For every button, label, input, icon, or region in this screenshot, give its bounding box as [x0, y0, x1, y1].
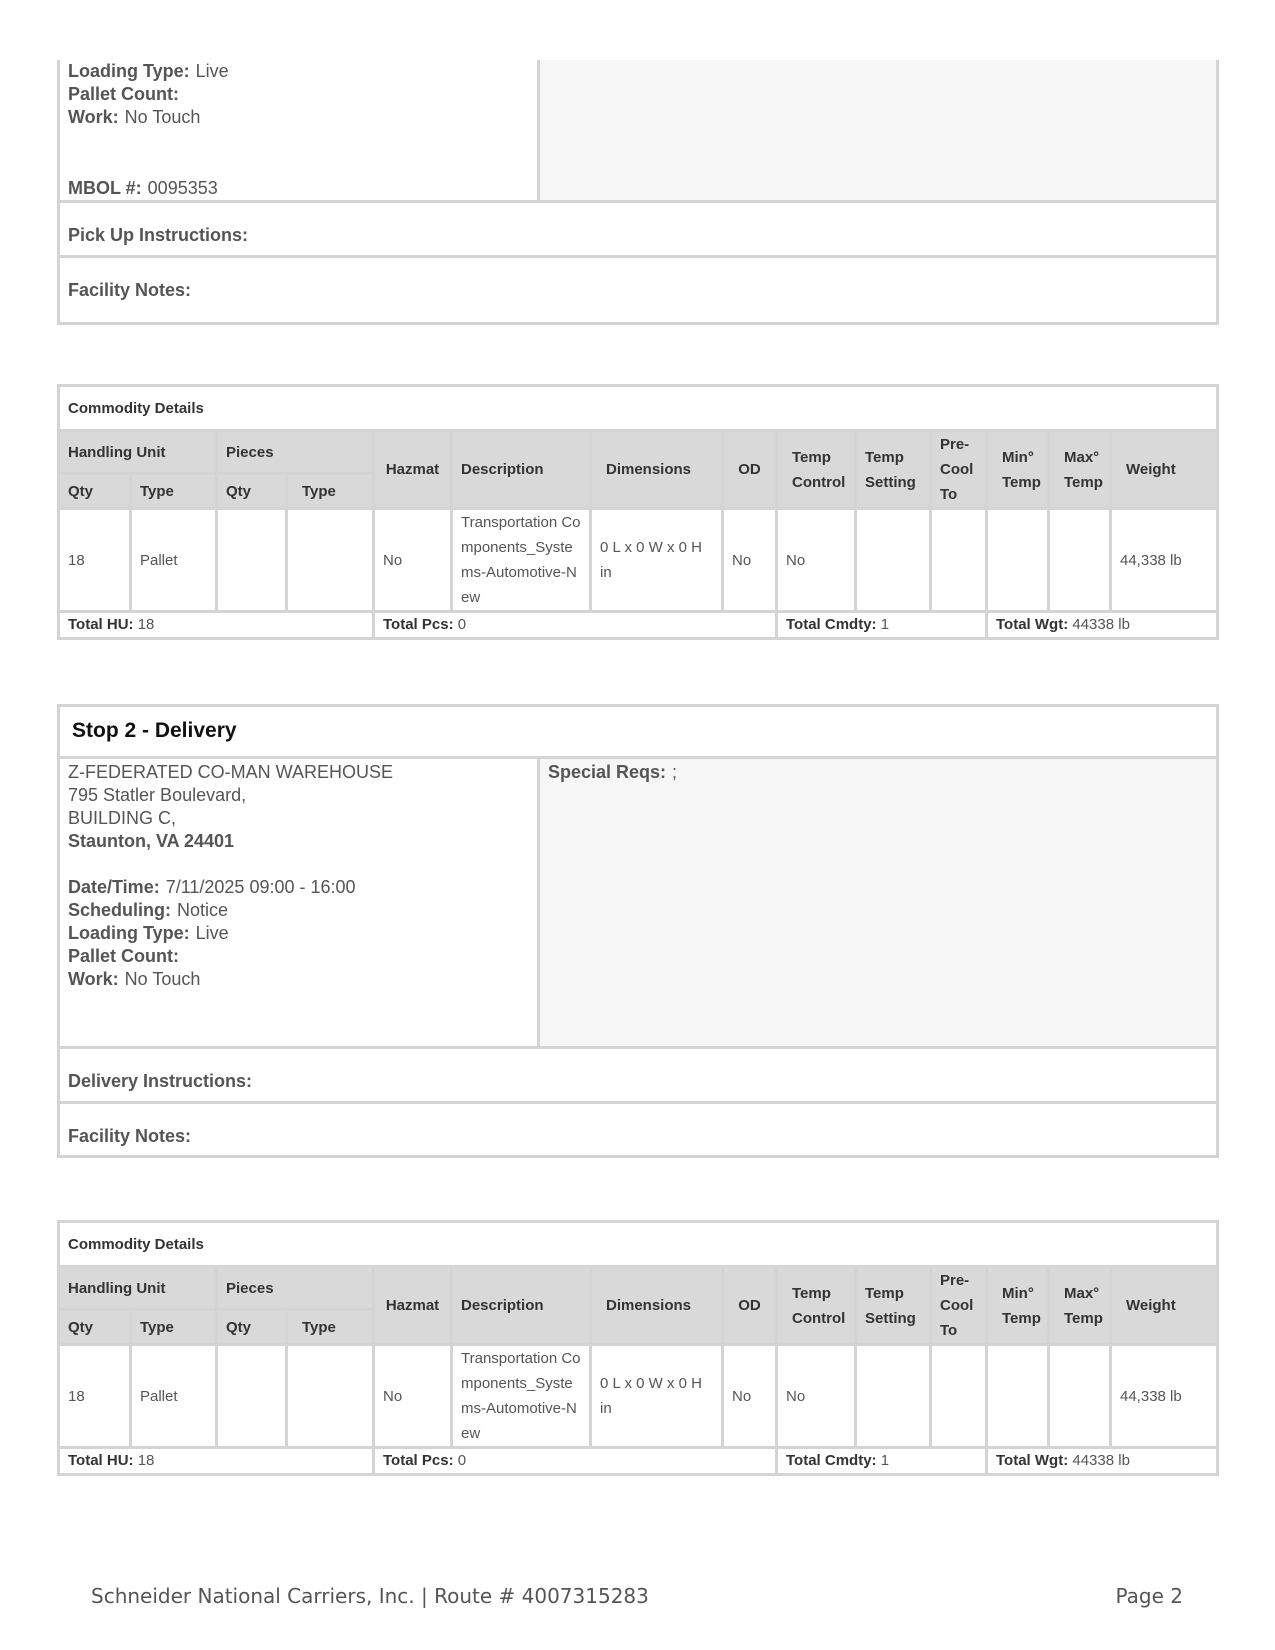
delivery-instructions: Delivery Instructions:	[68, 1071, 253, 1091]
handling-unit-header: Handling Unit	[59, 1267, 217, 1310]
temp-control-cell: No	[777, 1345, 856, 1448]
work-value: No Touch	[124, 969, 201, 989]
handling-unit-header: Handling Unit	[59, 431, 217, 474]
hazmat-header: Hazmat	[374, 431, 452, 509]
commodity-details-1	[57, 384, 1219, 640]
hazmat-cell: No	[374, 509, 452, 612]
total-wgt: Total Wgt: 44338 lb	[987, 1448, 1218, 1475]
min-temp-header: Min° Temp	[987, 1267, 1049, 1345]
mbol-value: 0095353	[147, 178, 218, 198]
pieces-header: Pieces	[217, 1267, 374, 1310]
description-header: Description	[452, 431, 591, 509]
datetime-label: Date/Time:	[68, 877, 160, 897]
max-temp-cell	[1049, 1345, 1111, 1448]
temp-control-header: Temp Control	[777, 1267, 856, 1345]
temp-setting-header: Temp Setting	[856, 1267, 931, 1345]
footer-carrier-route: Schneider National Carriers, Inc. | Route # 4007315283	[91, 1584, 649, 1608]
scheduling-value: Notice	[177, 900, 229, 920]
pcs-qty-header: Qty	[217, 474, 287, 509]
total-cmdty: Total Cmdty: 1	[777, 1448, 987, 1475]
description-cell: Transportation Components_Systems-Automotive-New	[452, 1345, 591, 1448]
dimensions-cell: 0 L x 0 W x 0 H in	[591, 509, 723, 612]
commodity-details-2	[57, 1220, 1219, 1476]
od-cell: No	[723, 1345, 777, 1448]
address-line-2: BUILDING C,	[68, 808, 177, 828]
pcs-type-cell	[287, 509, 374, 612]
pcs-qty-cell	[217, 509, 287, 612]
od-header: OD	[723, 1267, 777, 1345]
temp-control-header: Temp Control	[777, 431, 856, 509]
loading-type-label: Loading Type:	[68, 61, 190, 81]
weight-header: Weight	[1111, 431, 1218, 509]
weight-cell: 44,338 lb	[1111, 1345, 1218, 1448]
pieces-header: Pieces	[217, 431, 374, 474]
hazmat-cell: No	[374, 1345, 452, 1448]
hu-qty-header: Qty	[59, 1310, 131, 1345]
facility-notes: Facility Notes:	[60, 1101, 1216, 1153]
loading-type-value: Live	[195, 923, 229, 943]
datetime-value: 7/11/2025 09:00 - 16:00	[165, 877, 356, 897]
scheduling-label: Scheduling:	[68, 900, 171, 920]
commodity-table	[57, 384, 1219, 640]
pcs-qty-cell	[217, 1345, 287, 1448]
totals-row	[59, 612, 1218, 639]
stop1-special-reqs-panel	[540, 60, 1216, 200]
stop1-details	[60, 60, 540, 200]
hazmat-header: Hazmat	[374, 1267, 452, 1345]
od-header: OD	[723, 431, 777, 509]
min-temp-cell	[987, 1345, 1049, 1448]
footer-page-number: Page 2	[1115, 1584, 1183, 1608]
city-state-zip: Staunton, VA 24401	[68, 831, 235, 851]
total-pcs: Total Pcs: 0	[374, 1448, 777, 1475]
description-header: Description	[452, 1267, 591, 1345]
totals-row	[59, 1448, 1218, 1475]
min-temp-cell	[987, 509, 1049, 612]
temp-control-cell: No	[777, 509, 856, 612]
description-cell: Transportation Components_Systems-Automotive-New	[452, 509, 591, 612]
commodity-title: Commodity Details	[59, 1222, 1218, 1267]
pre-cool-to-cell	[931, 1345, 987, 1448]
max-temp-cell	[1049, 509, 1111, 612]
facility-notes: Facility Notes:	[60, 255, 1216, 307]
work-value: No Touch	[124, 107, 201, 127]
temp-setting-cell	[856, 509, 931, 612]
dimensions-cell: 0 L x 0 W x 0 H in	[591, 1345, 723, 1448]
pcs-type-cell	[287, 1345, 374, 1448]
pickup-instructions: Pick Up Instructions:	[68, 225, 249, 245]
commodity-table	[57, 1220, 1219, 1476]
max-temp-header: Max° Temp	[1049, 1267, 1111, 1345]
max-temp-header: Max° Temp	[1049, 431, 1111, 509]
pre-cool-to-header: Pre-Cool To	[931, 1267, 987, 1345]
pallet-count-label: Pallet Count:	[68, 946, 179, 966]
weight-cell: 44,338 lb	[1111, 509, 1218, 612]
total-hu: Total HU: 18	[59, 612, 374, 639]
stop2-section	[57, 704, 1219, 1158]
loading-type-value: Live	[195, 61, 229, 81]
stop2-special-reqs-panel	[540, 759, 1216, 1046]
dimensions-header: Dimensions	[591, 1267, 723, 1345]
table-row	[59, 509, 1218, 612]
address-line-1: 795 Statler Boulevard,	[68, 785, 247, 805]
mbol-label: MBOL #:	[68, 178, 142, 198]
hu-type-header: Type	[131, 474, 217, 509]
pcs-type-header: Type	[287, 474, 374, 509]
weight-header: Weight	[1111, 1267, 1218, 1345]
total-hu: Total HU: 18	[59, 1448, 374, 1475]
stop1-section	[57, 60, 1219, 325]
hu-type-cell: Pallet	[131, 1345, 217, 1448]
special-reqs-value: ;	[672, 762, 678, 782]
stop2-details	[60, 759, 540, 1046]
loading-type-label: Loading Type:	[68, 923, 190, 943]
work-label: Work:	[68, 969, 119, 989]
stop2-title: Stop 2 - Delivery	[60, 707, 1216, 759]
pcs-qty-header: Qty	[217, 1310, 287, 1345]
hu-qty-cell: 18	[59, 509, 131, 612]
pallet-count-label: Pallet Count:	[68, 84, 179, 104]
hu-type-cell: Pallet	[131, 509, 217, 612]
hu-qty-header: Qty	[59, 474, 131, 509]
facility-name: Z-FEDERATED CO-MAN WAREHOUSE	[68, 762, 394, 782]
temp-setting-header: Temp Setting	[856, 431, 931, 509]
total-pcs: Total Pcs: 0	[374, 612, 777, 639]
min-temp-header: Min° Temp	[987, 431, 1049, 509]
pre-cool-to-header: Pre-Cool To	[931, 431, 987, 509]
total-wgt: Total Wgt: 44338 lb	[987, 612, 1218, 639]
pcs-type-header: Type	[287, 1310, 374, 1345]
temp-setting-cell	[856, 1345, 931, 1448]
hu-qty-cell: 18	[59, 1345, 131, 1448]
commodity-title: Commodity Details	[59, 386, 1218, 431]
hu-type-header: Type	[131, 1310, 217, 1345]
od-cell: No	[723, 509, 777, 612]
pre-cool-to-cell	[931, 509, 987, 612]
dimensions-header: Dimensions	[591, 431, 723, 509]
work-label: Work:	[68, 107, 119, 127]
special-reqs-label: Special Reqs:	[548, 762, 667, 782]
total-cmdty: Total Cmdty: 1	[777, 612, 987, 639]
table-row	[59, 1345, 1218, 1448]
